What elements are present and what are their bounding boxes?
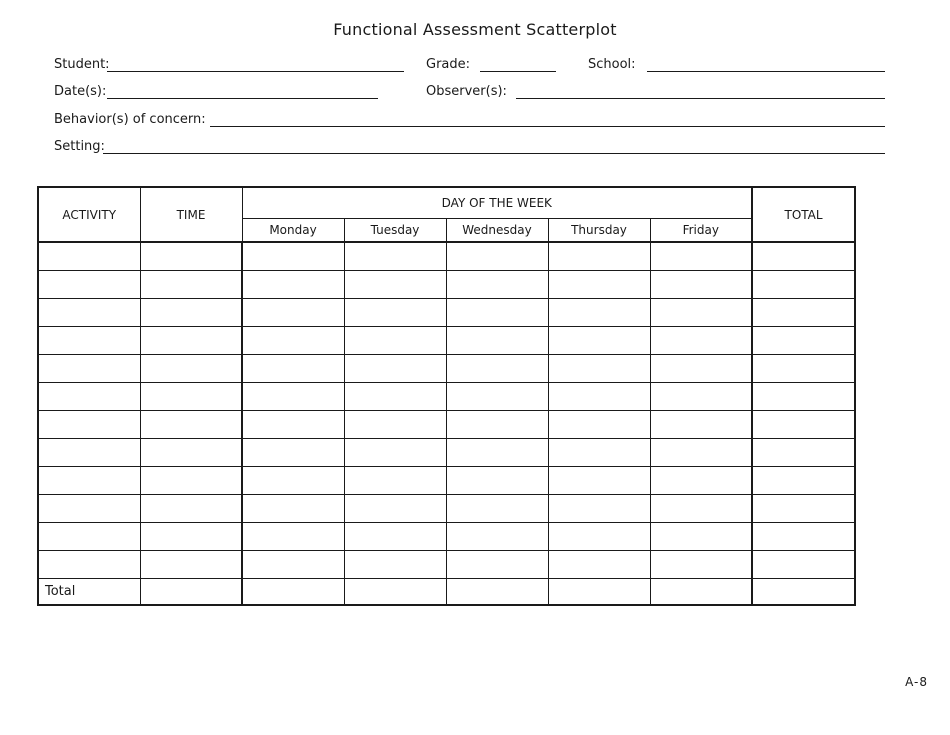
table-cell[interactable] [344, 438, 446, 466]
total-cell[interactable] [242, 578, 344, 605]
table-cell[interactable] [38, 242, 140, 270]
table-cell[interactable] [752, 550, 855, 578]
table-row [38, 466, 855, 494]
student-label: Student: [54, 57, 110, 72]
table-cell[interactable] [446, 410, 548, 438]
table-cell[interactable] [242, 494, 344, 522]
table-cell[interactable] [242, 298, 344, 326]
table-cell[interactable] [752, 354, 855, 382]
table-cell[interactable] [650, 354, 752, 382]
table-cell[interactable] [650, 438, 752, 466]
table-row [38, 410, 855, 438]
table-cell[interactable] [548, 242, 650, 270]
table-cell[interactable] [650, 522, 752, 550]
table-cell[interactable] [446, 326, 548, 354]
table-cell[interactable] [140, 326, 242, 354]
table-cell[interactable] [242, 382, 344, 410]
table-cell[interactable] [38, 270, 140, 298]
dates-field[interactable] [107, 98, 378, 99]
table-cell[interactable] [38, 550, 140, 578]
table-cell[interactable] [140, 382, 242, 410]
table-cell[interactable] [38, 438, 140, 466]
grade-label: Grade: [426, 57, 471, 72]
table-row [38, 298, 855, 326]
table-cell[interactable] [548, 522, 650, 550]
table-cell[interactable] [548, 410, 650, 438]
table-cell[interactable] [242, 438, 344, 466]
activity-header: ACTIVITY [38, 187, 140, 242]
total-cell[interactable] [752, 578, 855, 605]
table-cell[interactable] [344, 466, 446, 494]
table-cell[interactable] [242, 242, 344, 270]
table-cell[interactable] [140, 242, 242, 270]
table-cell[interactable] [242, 354, 344, 382]
scatterplot-table [37, 186, 856, 606]
table-cell[interactable] [446, 466, 548, 494]
total-row-label: Total [38, 578, 140, 605]
table-cell[interactable] [344, 522, 446, 550]
total-header: TOTAL [752, 187, 855, 242]
table-cell[interactable] [344, 494, 446, 522]
table-cell[interactable] [650, 410, 752, 438]
table-cell[interactable] [650, 298, 752, 326]
table-cell[interactable] [140, 410, 242, 438]
table-cell[interactable] [752, 466, 855, 494]
school-label: School: [588, 57, 636, 72]
setting-label: Setting: [54, 139, 105, 154]
table-cell[interactable] [446, 242, 548, 270]
table-cell[interactable] [548, 326, 650, 354]
table-cell[interactable] [344, 354, 446, 382]
table-cell[interactable] [650, 326, 752, 354]
day-header-monday: Monday [242, 218, 344, 242]
table-cell[interactable] [140, 354, 242, 382]
table-cell[interactable] [140, 298, 242, 326]
table-cell[interactable] [140, 466, 242, 494]
table-cell[interactable] [650, 270, 752, 298]
table-cell[interactable] [38, 522, 140, 550]
table-cell[interactable] [752, 326, 855, 354]
table-cell[interactable] [38, 494, 140, 522]
table-cell[interactable] [752, 438, 855, 466]
day-of-week-header: DAY OF THE WEEK [242, 187, 752, 218]
table-cell[interactable] [650, 382, 752, 410]
table-cell[interactable] [548, 438, 650, 466]
table-cell[interactable] [344, 382, 446, 410]
table-cell[interactable] [38, 354, 140, 382]
behavior-field[interactable] [210, 126, 885, 127]
total-row [38, 578, 855, 605]
table-cell[interactable] [38, 466, 140, 494]
table-cell[interactable] [344, 298, 446, 326]
table-cell[interactable] [446, 522, 548, 550]
form-title: Functional Assessment Scatterplot [333, 20, 617, 39]
day-header-tuesday: Tuesday [344, 218, 446, 242]
table-cell[interactable] [752, 242, 855, 270]
table-cell[interactable] [446, 270, 548, 298]
time-header: TIME [140, 187, 242, 242]
table-cell[interactable] [242, 522, 344, 550]
school-field[interactable] [647, 71, 885, 72]
behavior-label: Behavior(s) of concern: [54, 112, 206, 127]
day-header-friday: Friday [650, 218, 752, 242]
table-cell[interactable] [650, 466, 752, 494]
table-cell[interactable] [650, 242, 752, 270]
table-cell[interactable] [38, 326, 140, 354]
table-cell[interactable] [140, 494, 242, 522]
table-cell[interactable] [38, 382, 140, 410]
table-cell[interactable] [242, 466, 344, 494]
table-cell[interactable] [446, 298, 548, 326]
grade-field[interactable] [480, 71, 556, 72]
table-cell[interactable] [446, 382, 548, 410]
setting-field[interactable] [103, 153, 885, 154]
table-cell[interactable] [548, 354, 650, 382]
table-cell[interactable] [548, 270, 650, 298]
table-cell[interactable] [752, 522, 855, 550]
table-cell[interactable] [242, 270, 344, 298]
table-cell[interactable] [242, 550, 344, 578]
table-cell[interactable] [548, 494, 650, 522]
table-row [38, 522, 855, 550]
table-row [38, 382, 855, 410]
table-cell[interactable] [38, 298, 140, 326]
total-cell[interactable] [140, 578, 242, 605]
table-cell[interactable] [650, 550, 752, 578]
table-cell[interactable] [344, 270, 446, 298]
table-cell[interactable] [344, 242, 446, 270]
table-cell[interactable] [140, 550, 242, 578]
dates-label: Date(s): [54, 84, 107, 99]
table-cell[interactable] [344, 550, 446, 578]
table-cell[interactable] [752, 270, 855, 298]
total-cell[interactable] [446, 578, 548, 605]
table-cell[interactable] [650, 494, 752, 522]
total-cell[interactable] [344, 578, 446, 605]
table-cell[interactable] [548, 298, 650, 326]
table-cell[interactable] [446, 438, 548, 466]
table-row [38, 326, 855, 354]
table-cell[interactable] [752, 494, 855, 522]
table-cell[interactable] [242, 410, 344, 438]
table-cell[interactable] [446, 550, 548, 578]
table-cell[interactable] [548, 382, 650, 410]
page-number: A-8 [905, 675, 928, 689]
student-field[interactable] [107, 71, 404, 72]
table-row [38, 242, 855, 270]
table-cell[interactable] [752, 382, 855, 410]
table-cell[interactable] [140, 438, 242, 466]
table-cell[interactable] [242, 326, 344, 354]
table-row [38, 438, 855, 466]
table-cell[interactable] [140, 270, 242, 298]
table-cell[interactable] [548, 466, 650, 494]
total-cell[interactable] [650, 578, 752, 605]
table-row [38, 494, 855, 522]
table-row [38, 270, 855, 298]
table-cell[interactable] [752, 410, 855, 438]
table-cell[interactable] [344, 326, 446, 354]
table-cell[interactable] [752, 298, 855, 326]
observers-label: Observer(s): [426, 84, 507, 99]
table-cell[interactable] [446, 494, 548, 522]
table-row [38, 354, 855, 382]
day-header-wednesday: Wednesday [446, 218, 548, 242]
table-row [38, 550, 855, 578]
table-cell[interactable] [38, 410, 140, 438]
table-cell[interactable] [446, 354, 548, 382]
table-cell[interactable] [344, 410, 446, 438]
table-cell[interactable] [140, 522, 242, 550]
day-header-thursday: Thursday [548, 218, 650, 242]
observers-field[interactable] [516, 98, 885, 99]
table-cell[interactable] [548, 550, 650, 578]
total-cell[interactable] [548, 578, 650, 605]
